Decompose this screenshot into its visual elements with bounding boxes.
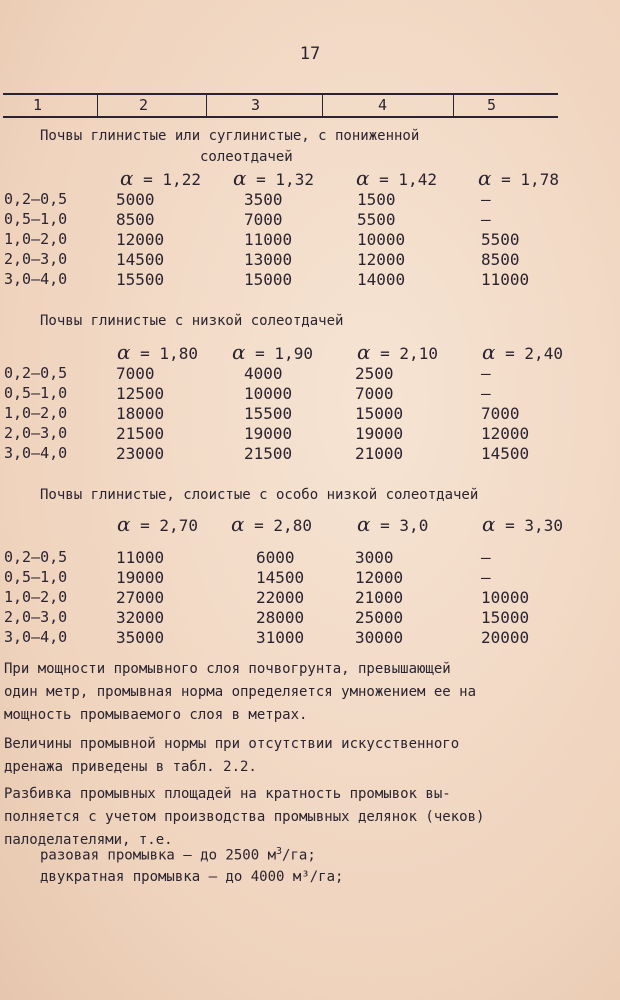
row-depth-label: 2,0–3,0 — [4, 250, 68, 268]
table-cell: 12500 — [116, 384, 165, 403]
table-cell: 10000 — [481, 588, 530, 607]
paragraph-2 — [4, 733, 564, 779]
table-cell: – — [481, 210, 491, 229]
table-cell: 3500 — [244, 190, 283, 209]
table-cell: 25000 — [355, 608, 404, 627]
alpha-symbol: α — [232, 340, 246, 364]
table-cell: 21000 — [355, 588, 404, 607]
alpha-value: = 2,10 — [380, 344, 438, 363]
table-cell: 14000 — [357, 270, 406, 289]
table-cell: 11000 — [244, 230, 293, 249]
paragraph-3-line: Разбивка промывных площадей на кратность промывок вы- — [4, 786, 451, 802]
alpha-value: = 1,78 — [501, 170, 559, 189]
table-cell: 10000 — [244, 384, 293, 403]
alpha-value: = 1,90 — [255, 344, 313, 363]
row-depth-label: 2,0–3,0 — [4, 608, 68, 626]
table-cell: – — [481, 384, 491, 403]
table-cell: 27000 — [116, 588, 165, 607]
table-cell: – — [481, 568, 491, 587]
row-depth-label: 0,5–1,0 — [4, 568, 68, 586]
table-cell: 22000 — [256, 588, 305, 607]
alpha-value: = 2,70 — [140, 516, 198, 535]
table-cell: 31000 — [256, 628, 305, 647]
table-cell: 19000 — [355, 424, 404, 443]
alpha-symbol: α — [117, 512, 131, 536]
header-col-2: 2 — [139, 96, 149, 114]
paragraph-2-line: Величины промывной нормы при отсутствии искусственного — [4, 736, 460, 752]
table-cell: 28000 — [256, 608, 305, 627]
alpha-value: = 3,30 — [505, 516, 563, 535]
table-cell: 21500 — [244, 444, 293, 463]
table-cell: 5000 — [116, 190, 155, 209]
table-cell: 30000 — [355, 628, 404, 647]
header-col-1: 1 — [33, 96, 43, 114]
table-cell: 7000 — [116, 364, 155, 383]
alpha-symbol: α — [357, 340, 371, 364]
table-cell: 19000 — [116, 568, 165, 587]
row-depth-label: 3,0–4,0 — [4, 270, 68, 288]
list-item-1 — [40, 846, 316, 864]
table-cell: 21500 — [116, 424, 165, 443]
table-cell: 5500 — [481, 230, 520, 249]
header-divider — [97, 95, 98, 116]
alpha-symbol: α — [120, 166, 134, 190]
table-cell: 8500 — [116, 210, 155, 229]
alpha-coefficient — [233, 166, 314, 190]
table-cell: 23000 — [116, 444, 165, 463]
list-item-1-sup: 3 — [276, 846, 283, 857]
table-cell: 35000 — [116, 628, 165, 647]
alpha-coefficient — [117, 512, 198, 536]
alpha-coefficient — [232, 340, 313, 364]
table-cell: 14500 — [256, 568, 305, 587]
row-depth-label: 0,2–0,5 — [4, 190, 68, 208]
list-item-1-suffix: /га; — [282, 847, 316, 864]
header-divider — [322, 95, 323, 116]
paragraph-3 — [4, 783, 564, 852]
row-depth-label: 0,2–0,5 — [4, 548, 68, 566]
table-cell: – — [481, 364, 491, 383]
table-cell: 15000 — [244, 270, 293, 289]
alpha-value: = 1,42 — [379, 170, 437, 189]
header-divider — [206, 95, 207, 116]
paragraph-3-line: полняется с учетом производства промывных делянок (чеков) — [4, 809, 485, 825]
table-cell: 13000 — [244, 250, 293, 269]
alpha-coefficient — [482, 512, 563, 536]
table-cell: 14500 — [116, 250, 165, 269]
alpha-symbol: α — [356, 166, 370, 190]
paragraph-1-line: При мощности промывного слоя почвогрунта, превышающей — [4, 661, 451, 677]
table-cell: 20000 — [481, 628, 530, 647]
table-cell: 11000 — [116, 548, 165, 567]
table-cell: 12000 — [355, 568, 404, 587]
table-cell: 3000 — [355, 548, 394, 567]
table-cell: 12000 — [357, 250, 406, 269]
alpha-symbol: α — [357, 512, 371, 536]
section-3-title: Почвы глинистые, слоистые с особо низкой солеотдачей — [40, 487, 479, 503]
alpha-value: = 1,22 — [143, 170, 201, 189]
table-cell: 5500 — [357, 210, 396, 229]
table-cell: 7000 — [481, 404, 520, 423]
alpha-symbol: α — [482, 512, 496, 536]
header-col-4: 4 — [378, 96, 388, 114]
alpha-symbol: α — [117, 340, 131, 364]
alpha-symbol: α — [233, 166, 247, 190]
alpha-symbol: α — [231, 512, 245, 536]
alpha-coefficient — [117, 340, 198, 364]
row-depth-label: 0,5–1,0 — [4, 384, 68, 402]
list-item-1-text: разовая промывка – до 2500 м — [40, 847, 277, 864]
header-col-5: 5 — [487, 96, 497, 114]
alpha-value: = 2,40 — [505, 344, 563, 363]
paragraph-1 — [4, 658, 564, 727]
table-cell: 15500 — [116, 270, 165, 289]
table-cell: 11000 — [481, 270, 530, 289]
row-depth-label: 0,5–1,0 — [4, 210, 68, 228]
header-divider — [453, 95, 454, 116]
alpha-symbol: α — [478, 166, 492, 190]
table-cell: – — [481, 190, 491, 209]
table-cell: 19000 — [244, 424, 293, 443]
alpha-coefficient — [357, 340, 438, 364]
table-cell: 15000 — [355, 404, 404, 423]
table-cell: 2500 — [355, 364, 394, 383]
alpha-coefficient — [356, 166, 437, 190]
alpha-value: = 1,80 — [140, 344, 198, 363]
table-cell: 12000 — [116, 230, 165, 249]
table-cell: 10000 — [357, 230, 406, 249]
alpha-symbol: α — [482, 340, 496, 364]
table-cell: 8500 — [481, 250, 520, 269]
table-cell: 32000 — [116, 608, 165, 627]
table-cell: – — [481, 548, 491, 567]
table-cell: 4000 — [244, 364, 283, 383]
table-cell: 14500 — [481, 444, 530, 463]
row-depth-label: 1,0–2,0 — [4, 404, 68, 422]
table-cell: 18000 — [116, 404, 165, 423]
alpha-coefficient — [231, 512, 312, 536]
table-cell: 1500 — [357, 190, 396, 209]
paragraph-1-line: мощность промываемого слоя в метрах. — [4, 707, 308, 723]
section-2-title: Почвы глинистые с низкой солеотдачей — [40, 313, 344, 329]
section-1-title-cont: солеотдачей — [200, 149, 293, 165]
table-cell: 21000 — [355, 444, 404, 463]
list-item-2: двукратная промывка – до 4000 м³/га; — [40, 869, 344, 885]
paragraph-3-line: палоделателями, т.е. — [4, 832, 173, 848]
row-depth-label: 3,0–4,0 — [4, 628, 68, 646]
alpha-value: = 2,80 — [254, 516, 312, 535]
row-depth-label: 3,0–4,0 — [4, 444, 68, 462]
table-cell: 7000 — [355, 384, 394, 403]
alpha-coefficient — [478, 166, 559, 190]
paragraph-1-line: один метр, промывная норма определяется умножением ее на — [4, 684, 477, 700]
paragraph-2-line: дренажа приведены в табл. 2.2. — [4, 759, 257, 775]
table-cell: 15000 — [481, 608, 530, 627]
section-1-title: Почвы глинистые или суглинистые, с пониженной — [40, 128, 420, 144]
table-cell: 12000 — [481, 424, 530, 443]
alpha-value: = 1,32 — [256, 170, 314, 189]
alpha-coefficient — [120, 166, 201, 190]
alpha-coefficient — [357, 512, 428, 536]
row-depth-label: 1,0–2,0 — [4, 588, 68, 606]
alpha-coefficient — [482, 340, 563, 364]
header-col-3: 3 — [251, 96, 261, 114]
table-cell: 6000 — [256, 548, 295, 567]
row-depth-label: 2,0–3,0 — [4, 424, 68, 442]
table-cell: 7000 — [244, 210, 283, 229]
alpha-value: = 3,0 — [380, 516, 429, 535]
row-depth-label: 1,0–2,0 — [4, 230, 68, 248]
page-number: 17 — [299, 44, 321, 64]
table-cell: 15500 — [244, 404, 293, 423]
row-depth-label: 0,2–0,5 — [4, 364, 68, 382]
header-table — [3, 93, 558, 118]
